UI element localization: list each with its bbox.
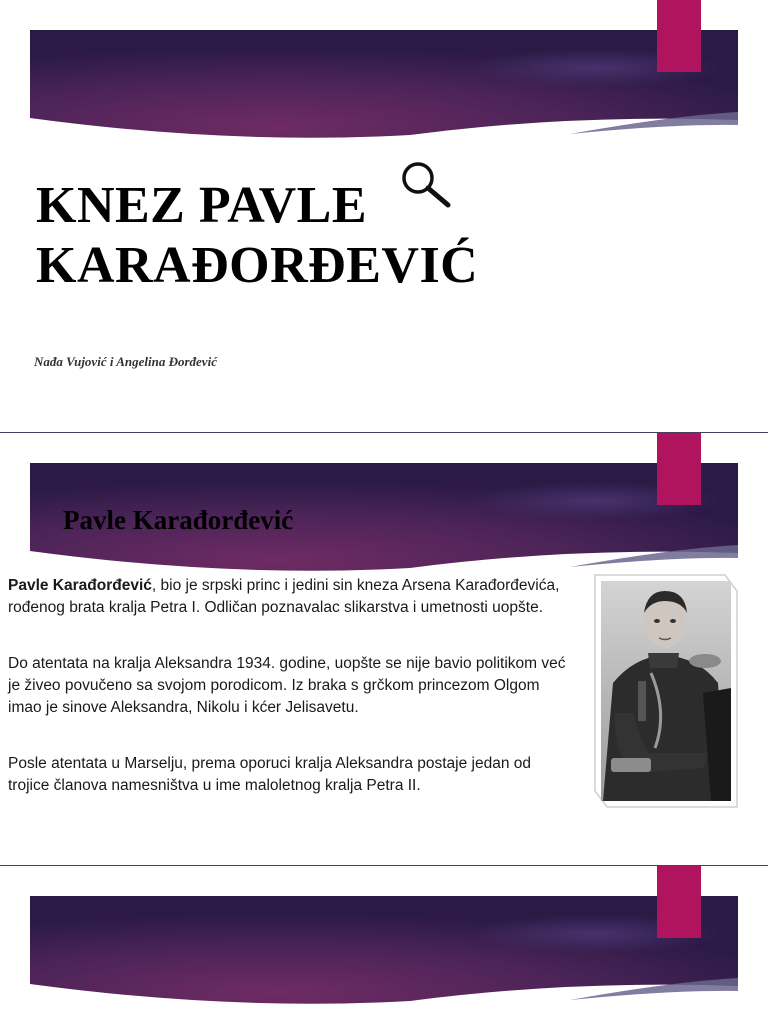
- accent-tab: [657, 866, 701, 938]
- title-slide: [0, 0, 768, 432]
- portrait-photo: [593, 573, 739, 809]
- bold-name: Pavle Karađorđević: [8, 577, 152, 594]
- content-slide: [0, 433, 768, 865]
- authors: Nađa Vujović i Angelina Đorđević: [34, 354, 217, 369]
- paragraph-2: Do atentata na kralja Aleksandra 1934. godine, uopšte se nije bavio politikom već je živeo povučeno sa svojom porodicom. Iz braka s grčkom princezom Olgom imao je sinove Aleksandra, Nikolu i kćer Jelisavetu.: [8, 655, 566, 716]
- paragraph-1-text: , bio je srpski princ i jedini sin kneza Arsena Karađorđevića, rođenog brata kralja Petra I. Odličan poznavalac slikarstva i umetnosti uopšte.: [8, 577, 560, 616]
- paragraph-1: [8, 575, 568, 619]
- next-slide: [0, 866, 768, 1024]
- title-banner: [30, 30, 738, 145]
- title-line-2: KARAĐORĐEVIĆ: [36, 237, 479, 294]
- next-banner: [30, 896, 738, 1011]
- paragraph-3: Posle atentata u Marselju, prema oporuci kralja Aleksandra postaje jedan od trojice članova namesništva u ime maloletnog kralja Petra II.: [8, 755, 532, 794]
- accent-tab: [657, 0, 701, 72]
- slide-heading: Pavle Karađorđević: [63, 505, 294, 535]
- title-line-1: KNEZ PAVLE: [36, 177, 368, 234]
- accent-tab: [657, 433, 701, 505]
- search-icon: [398, 160, 454, 212]
- body-text: [8, 575, 568, 831]
